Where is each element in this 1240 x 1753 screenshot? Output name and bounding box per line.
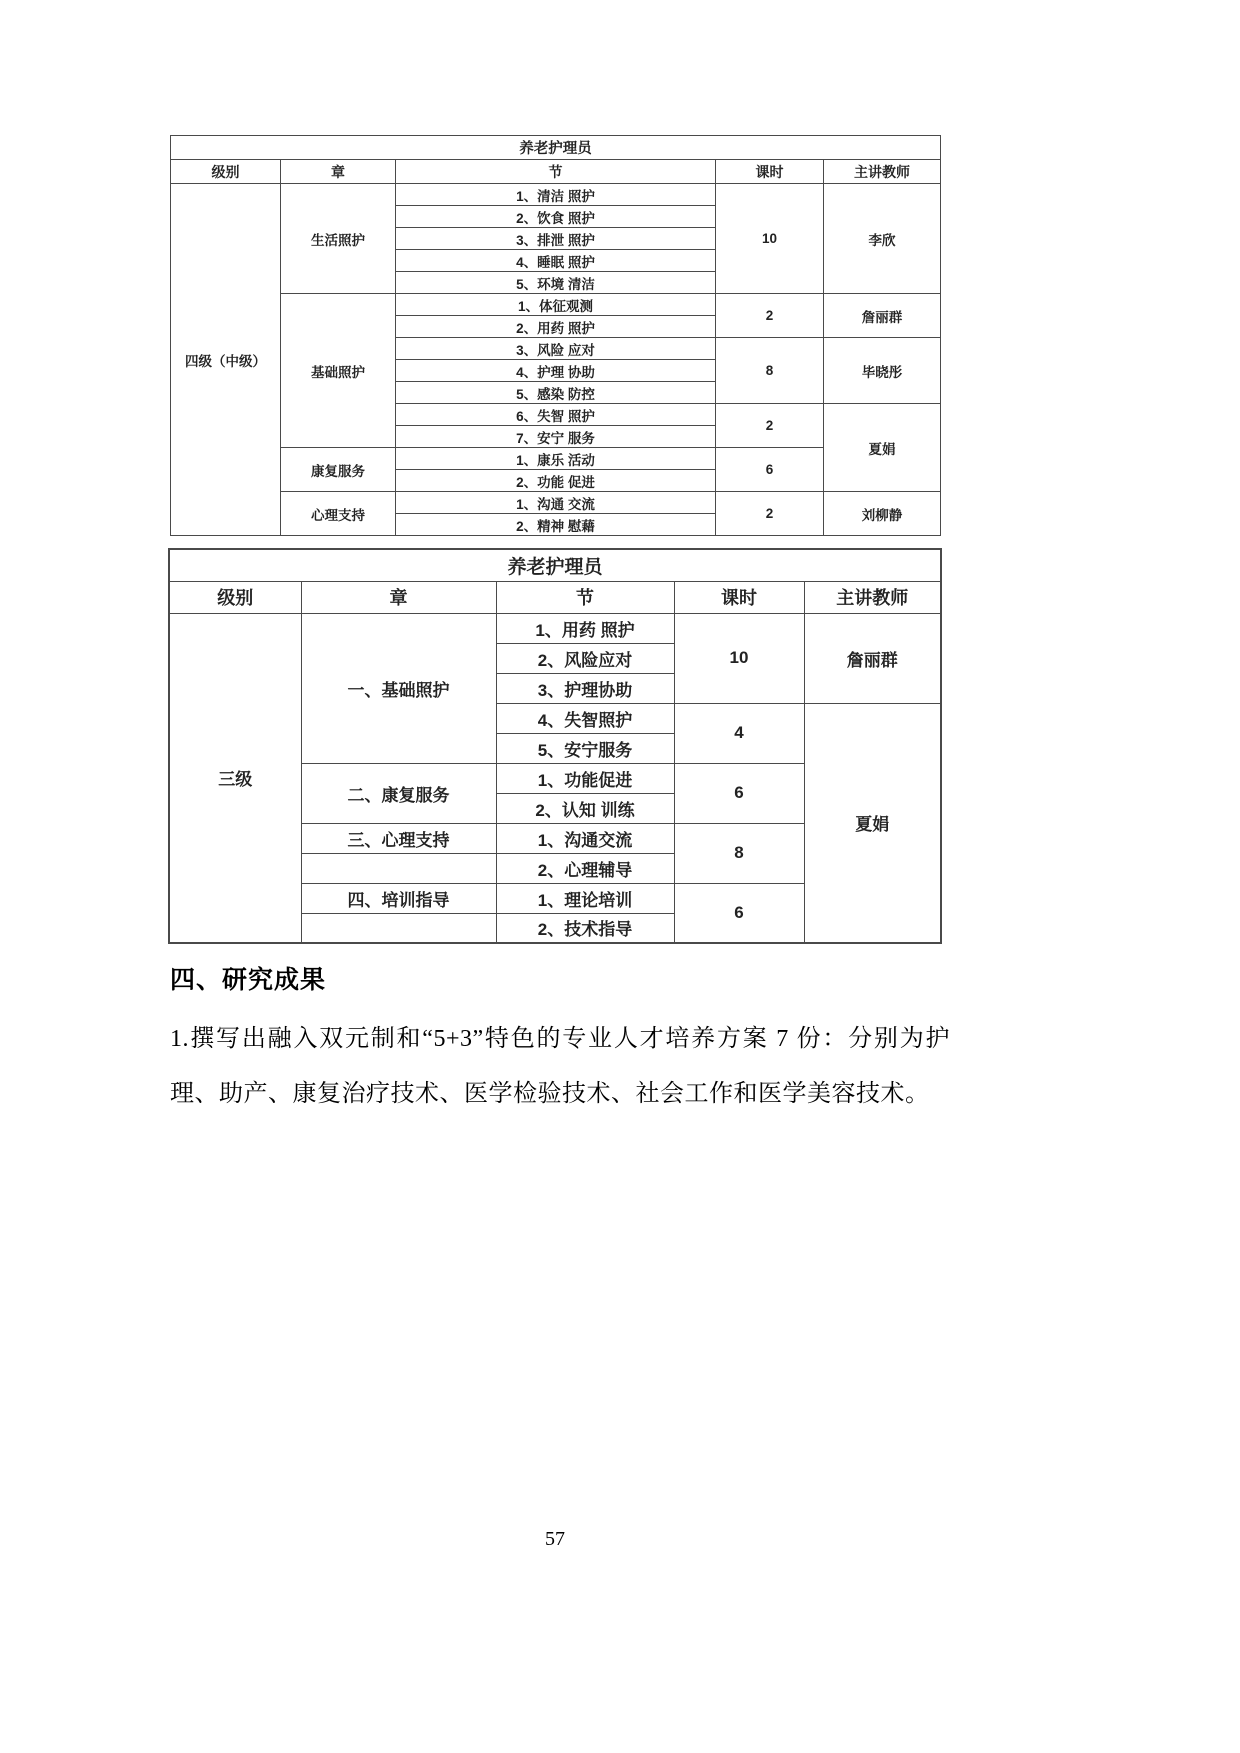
teacher-cell: 夏娟 bbox=[804, 703, 941, 943]
section-cell: 7、安宁 服务 bbox=[396, 426, 716, 448]
section-cell: 1、沟通交流 bbox=[496, 823, 674, 853]
teacher-cell: 夏娟 bbox=[824, 404, 941, 492]
t2-header-hours: 课时 bbox=[674, 581, 804, 613]
section-cell: 1、理论培训 bbox=[496, 883, 674, 913]
chapter-cell: 生活照护 bbox=[281, 184, 396, 294]
chapter-cell: 三、心理支持 bbox=[301, 823, 496, 853]
section-cell: 2、精神 慰藉 bbox=[396, 514, 716, 536]
section-cell: 5、感染 防控 bbox=[396, 382, 716, 404]
table-row bbox=[171, 184, 941, 206]
section-cell: 4、失智照护 bbox=[496, 703, 674, 733]
hours-cell: 2 bbox=[716, 404, 824, 448]
section-cell: 2、心理辅导 bbox=[496, 853, 674, 883]
chapter-cell: 一、基础照护 bbox=[301, 613, 496, 763]
section-cell: 3、排泄 照护 bbox=[396, 228, 716, 250]
teacher-cell: 詹丽群 bbox=[824, 294, 941, 338]
t1-header-section: 节 bbox=[396, 160, 716, 184]
chapter-cell: 二、康复服务 bbox=[301, 763, 496, 823]
section-cell: 1、用药 照护 bbox=[496, 613, 674, 643]
section-heading: 四、研究成果 bbox=[170, 966, 327, 994]
hours-cell: 10 bbox=[716, 184, 824, 294]
hours-cell: 4 bbox=[674, 703, 804, 763]
teacher-cell: 毕晓彤 bbox=[824, 338, 941, 404]
level-cell: 四级（中级） bbox=[171, 184, 281, 536]
hours-cell: 8 bbox=[716, 338, 824, 404]
chapter-cell-empty bbox=[301, 853, 496, 883]
page-number: 57 bbox=[545, 1528, 565, 1550]
section-cell: 1、沟通 交流 bbox=[396, 492, 716, 514]
table-row bbox=[171, 492, 941, 514]
chapter-cell-empty bbox=[301, 913, 496, 943]
curriculum-table-level3 bbox=[168, 548, 942, 944]
section-cell: 5、安宁服务 bbox=[496, 733, 674, 763]
table-header-row bbox=[171, 160, 941, 184]
teacher-cell: 刘柳静 bbox=[824, 492, 941, 536]
table-row bbox=[171, 294, 941, 316]
hours-cell: 6 bbox=[674, 763, 804, 823]
body-paragraph: 1.撰写出融入双元制和“5+3”特色的专业人才培养方案 7 份：分别为护理、助产、康复治疗技术、医学检验技术、社会工作和医学美容技术。 bbox=[170, 1026, 950, 1107]
section-cell: 1、清洁 照护 bbox=[396, 184, 716, 206]
section-cell: 1、体征观测 bbox=[396, 294, 716, 316]
hours-cell: 6 bbox=[674, 883, 804, 943]
section-cell: 6、失智 照护 bbox=[396, 404, 716, 426]
section-cell: 1、功能促进 bbox=[496, 763, 674, 793]
hours-cell: 2 bbox=[716, 492, 824, 536]
t2-header-teacher: 主讲教师 bbox=[804, 581, 941, 613]
table-title-row bbox=[169, 549, 941, 581]
table-row bbox=[169, 613, 941, 643]
t1-header-hours: 课时 bbox=[716, 160, 824, 184]
hours-cell: 6 bbox=[716, 448, 824, 492]
section-cell: 2、风险应对 bbox=[496, 643, 674, 673]
hours-cell: 2 bbox=[716, 294, 824, 338]
table-title-row bbox=[171, 136, 941, 160]
t2-header-chapter: 章 bbox=[301, 581, 496, 613]
t1-header-chapter: 章 bbox=[281, 160, 396, 184]
section-cell: 5、环境 清洁 bbox=[396, 272, 716, 294]
chapter-cell: 基础照护 bbox=[281, 294, 396, 448]
section-cell: 2、饮食 照护 bbox=[396, 206, 716, 228]
level-cell: 三级 bbox=[169, 613, 301, 943]
section-cell: 2、认知 训练 bbox=[496, 793, 674, 823]
table-header-row bbox=[169, 581, 941, 613]
section-cell: 2、技术指导 bbox=[496, 913, 674, 943]
section-cell: 2、功能 促进 bbox=[396, 470, 716, 492]
t2-header-section: 节 bbox=[496, 581, 674, 613]
table2-title: 养老护理员 bbox=[169, 549, 941, 581]
t1-header-level: 级别 bbox=[171, 160, 281, 184]
t2-header-level: 级别 bbox=[169, 581, 301, 613]
table1-title: 养老护理员 bbox=[171, 136, 941, 160]
section-cell: 2、用药 照护 bbox=[396, 316, 716, 338]
section-cell: 4、睡眠 照护 bbox=[396, 250, 716, 272]
curriculum-table-level4 bbox=[170, 135, 941, 536]
section-cell: 4、护理 协助 bbox=[396, 360, 716, 382]
chapter-cell: 心理支持 bbox=[281, 492, 396, 536]
chapter-cell: 四、培训指导 bbox=[301, 883, 496, 913]
section-cell: 1、康乐 活动 bbox=[396, 448, 716, 470]
hours-cell: 8 bbox=[674, 823, 804, 883]
section-cell: 3、风险 应对 bbox=[396, 338, 716, 360]
hours-cell: 10 bbox=[674, 613, 804, 703]
teacher-cell: 李欣 bbox=[824, 184, 941, 294]
section-cell: 3、护理协助 bbox=[496, 673, 674, 703]
t1-header-teacher: 主讲教师 bbox=[824, 160, 941, 184]
chapter-cell: 康复服务 bbox=[281, 448, 396, 492]
teacher-cell: 詹丽群 bbox=[804, 613, 941, 703]
